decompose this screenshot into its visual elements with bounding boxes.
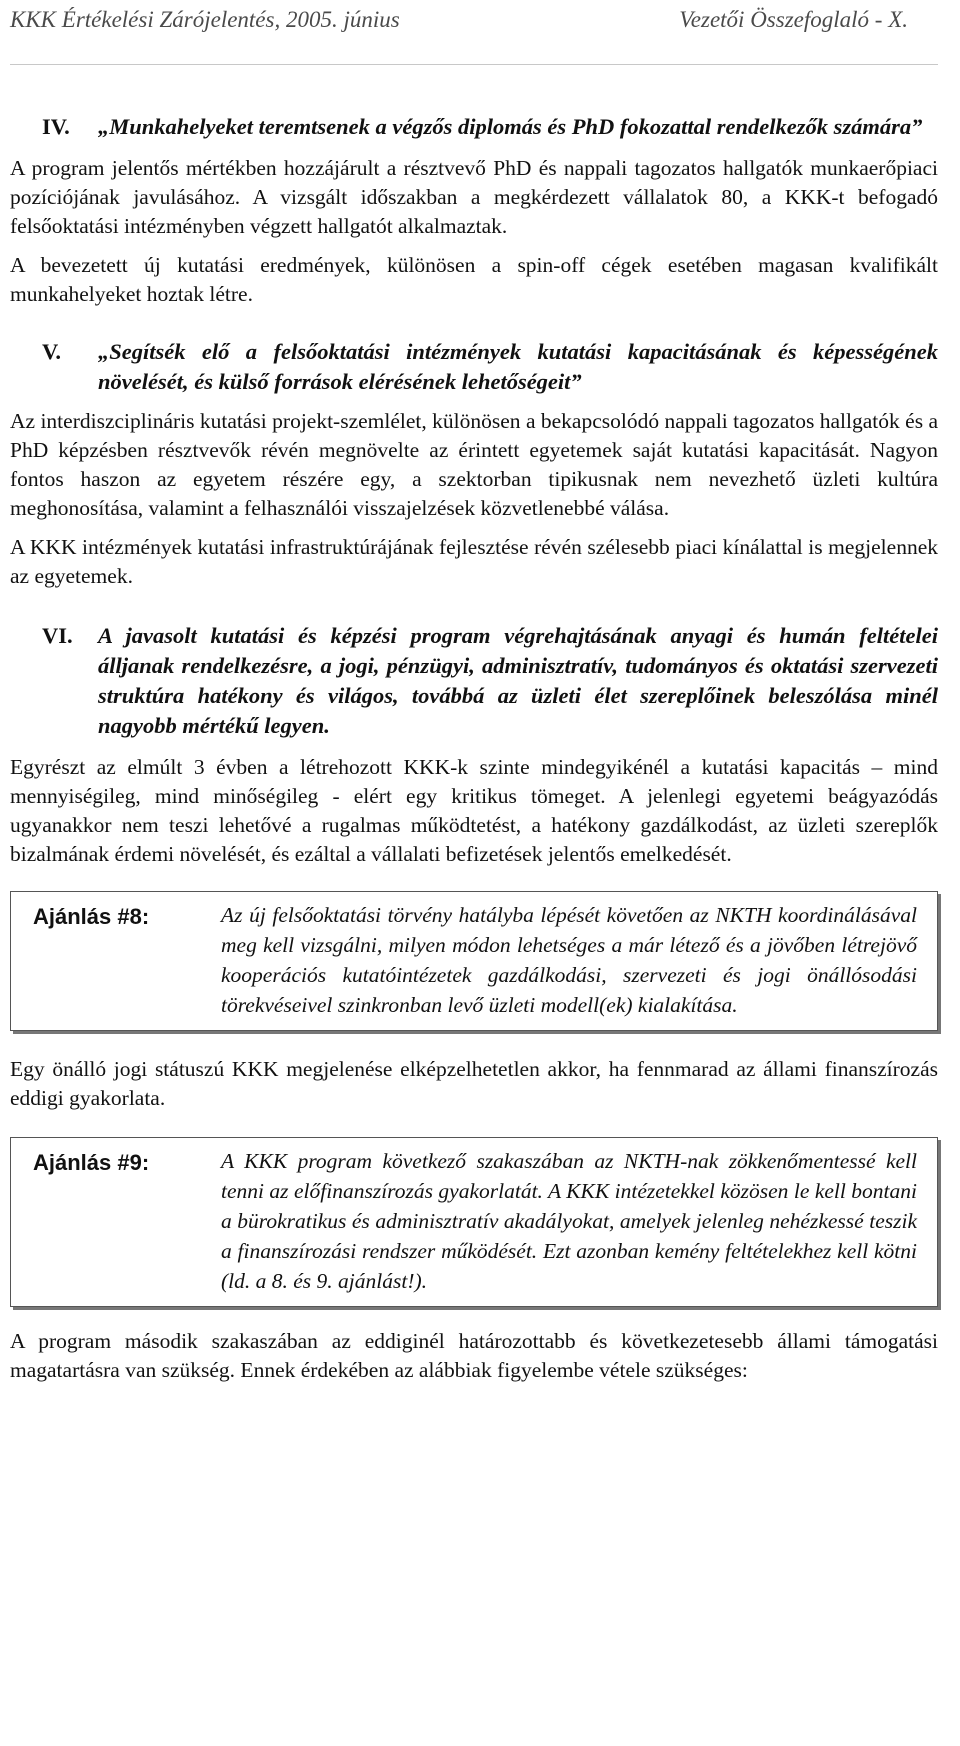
recommendation-9-text: A KKK program következő szakaszában az NKTH-nak zökkenőmentessé kell tenni az előfinanszírozás gyakorlatát. A KKK intézetekkel közösen le kell bontani a bürokratikus és adminisztratív akadályokat, amelyek jelenleg nehézkessé teszik a finanszírozási rendszer működését. Ezt azonban kemény feltételekhez kell kötni (ld. a 8. és 9. ajánlást!).	[221, 1149, 917, 1293]
section-4-paragraph-2: A bevezetett új kutatási eredmények, különösen a spin-off cégek esetében magasan kvalifikált munkahelyeket hoztak létre.	[10, 253, 938, 306]
header-divider	[10, 64, 938, 65]
recommendation-8-text: Az új felsőoktatási törvény hatályba lépését követően az NKTH koordinálásával meg kell vizsgálni, milyen módon lehetséges a már létező és a jövőben létrejövő kooperációs kutatóintézetek gazdálkodási, szervezeti és jogi önállósodási törekvéseivel szinkronban levő üzleti modell(ek) kialakítása.	[221, 903, 917, 1017]
recommendation-9-label: Ajánlás #9:	[33, 1150, 150, 1175]
after-recommendation-9-paragraph: A program második szakaszában az eddiginél határozottabb és következetesebb állami támogatási magatartásra van szükség. Ennek érdekében az alábbiak figyelembe vétele szükséges:	[10, 1329, 938, 1382]
recommendation-8-label: Ajánlás #8:	[33, 904, 150, 929]
header-section-title: Vezetői Összefoglaló - X.	[679, 7, 908, 32]
section-5-number: V.	[42, 339, 61, 364]
header-report-title: KKK Értékelési Zárójelentés, 2005. június	[10, 7, 400, 32]
after-recommendation-8-paragraph: Egy önálló jogi státuszú KKK megjelenése elképzelhetetlen akkor, ha fennmarad az állami finanszírozás eddigi gyakorlata.	[10, 1057, 938, 1110]
section-5-heading	[10, 337, 938, 397]
section-4-number: IV.	[42, 114, 70, 139]
section-4-paragraph-1: A program jelentős mértékben hozzájárult a résztvevő PhD és nappali tagozatos hallgatók munkaerőpiaci pozíciójának javulásához. A vizsgált időszakban a megkérdezett vállalatok 80, a KKK-t befogadó felsőoktatási intézményben végzett hallgatót alkalmaztak.	[10, 156, 938, 238]
page-header	[10, 0, 938, 70]
recommendation-9-box	[10, 1137, 938, 1307]
section-6-paragraph-1: Egyrészt az elmúlt 3 évben a létrehozott KKK-k szinte mindegyikénél a kutatási kapacitás – mind mennyiségileg, mind minőségileg - elért egy kritikus tömeget. A jelenlegi egyetemi beágyazódás ugyanakkor nem teszi lehetővé a rugalmas működtetést, a hatékony gazdálkodást, az üzleti szereplők bizalmának érdemi növelését, és ezáltal a vállalati befizetések jelentős emelkedését.	[10, 755, 938, 866]
section-6-title: A javasolt kutatási és képzési program végrehajtásának anyagi és humán feltételei álljanak rendelkezésre, a jogi, pénzügyi, adminisztratív, tudományos és oktatási szervezeti struktúra hatékony és világos, továbbá az üzleti élet szereplőinek beleszólása minél nagyobb mértékű legyen.	[98, 623, 938, 738]
section-6-heading	[10, 621, 938, 741]
section-4-heading	[10, 112, 938, 142]
section-5-paragraph-1: Az interdiszciplináris kutatási projekt-szemlélet, különösen a bekapcsolódó nappali tagozatos hallgatók és a PhD képzésben résztvevők révén megnövelte az érintett egyetemek saját kutatási kapacitását. Nagyon fontos haszon az egyetem részére egy, a szektorban tipikusnak nem nevezhető üzleti kultúra meghonosítása, valamint a felhasználói visszajelzések közvetlenebbé válása.	[10, 409, 938, 520]
section-4-title: „Munkahelyeket teremtsenek a végzős diplomás és PhD fokozattal rendelkezők számára”	[98, 114, 923, 139]
section-6-number: VI.	[42, 623, 73, 648]
recommendation-8-box	[10, 891, 938, 1031]
section-5-title: „Segítsék elő a felsőoktatási intézmények kutatási kapacitásának és képességének növelését, és külső források elérésének lehetőségeit”	[98, 339, 938, 394]
document-page	[10, 0, 938, 1385]
section-5-paragraph-2: A KKK intézmények kutatási infrastruktúrájának fejlesztése révén szélesebb piaci kínálattal is megjelennek az egyetemek.	[10, 535, 938, 588]
